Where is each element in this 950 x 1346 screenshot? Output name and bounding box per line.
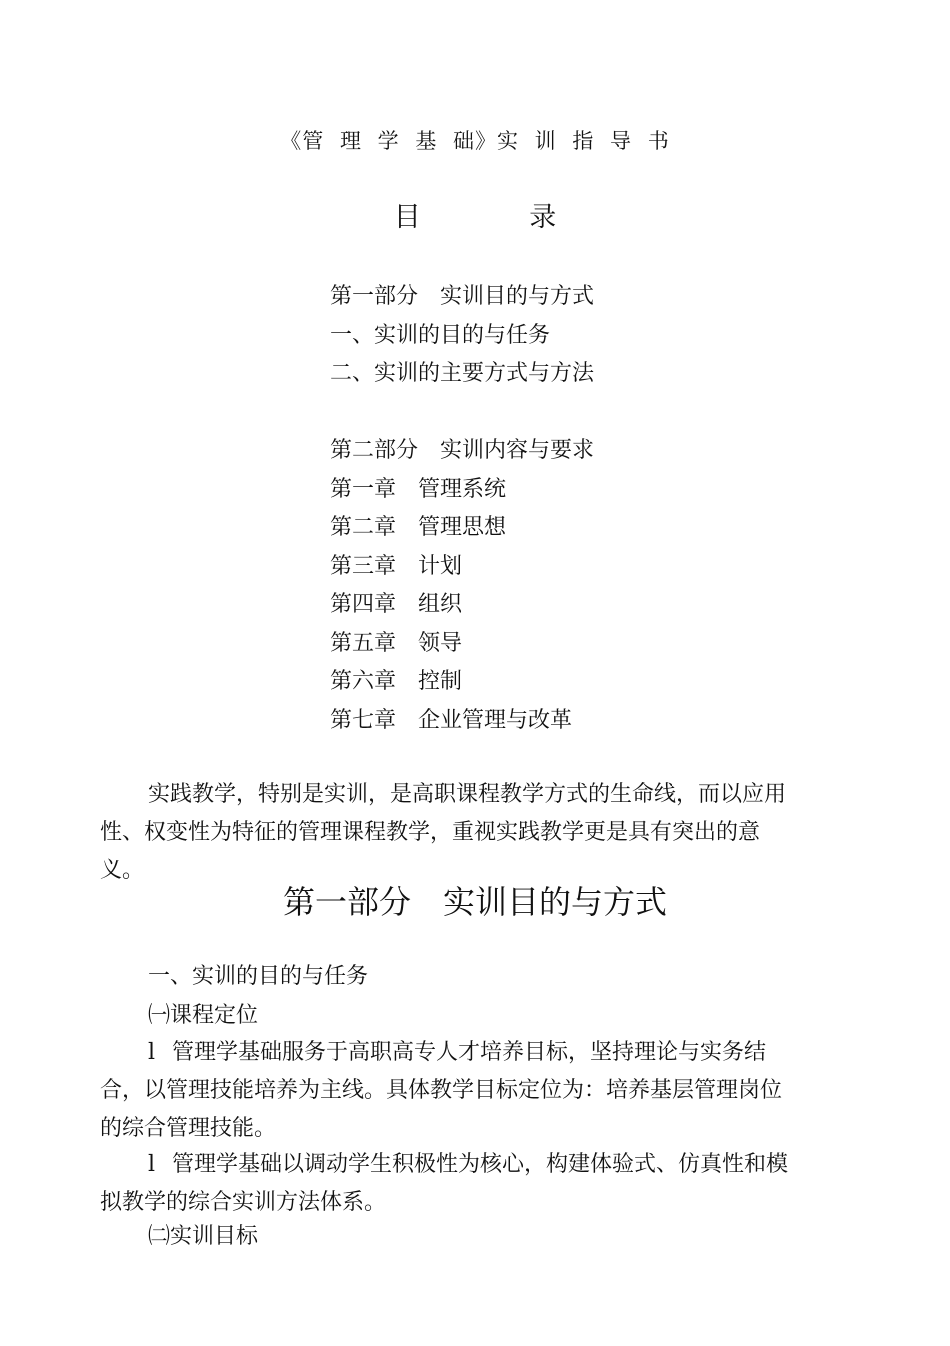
bullet-text-1: 管理学基础服务于高职高专人才培养目标，坚持理论与实务结合，以管理技能培养为主线。具体教学目标定位为：培养基层管理岗位的综合管理技能。: [100, 1040, 783, 1141]
subsection-2-heading: ㈡实训目标: [148, 1224, 259, 1249]
toc-entry-chapter-5: 第五章 领导: [330, 630, 463, 656]
bullet-marker: l: [148, 1152, 156, 1177]
table-of-contents: [330, 278, 830, 740]
bullet-paragraph-1: [100, 1034, 800, 1148]
bullet-text-2: 管理学基础以调动学生积极性为核心，构建体验式、仿真性和模拟教学的综合实训方法体系。: [100, 1152, 789, 1215]
toc-entry-chapter-7: 第七章 企业管理与改革: [330, 707, 573, 733]
toc-entry-chapter-1: 第一章 管理系统: [330, 476, 507, 502]
toc-entry-section-1: 一、实训的目的与任务: [330, 322, 551, 348]
bullet-paragraph-2: [100, 1146, 800, 1222]
section-1-heading: 一、实训的目的与任务: [148, 964, 369, 989]
toc-entry-part-1: 第一部分 实训目的与方式: [330, 284, 595, 309]
intro-paragraph: 实践教学，特别是实训，是高职课程教学方式的生命线，而以应用性、权变性为特征的管理课程教学，重视实践教学更是具有突出的意义。: [100, 782, 787, 883]
toc-entry-chapter-2: 第二章 管理思想: [330, 515, 507, 540]
bullet-marker: l: [148, 1040, 156, 1065]
toc-entry-chapter-4: 第四章 组织: [330, 592, 463, 617]
toc-entry-chapter-3: 第三章 计划: [330, 553, 463, 579]
part-1-heading: 第一部分 实训目的与方式: [282, 883, 667, 921]
toc-entry-section-2: 二、实训的主要方式与方法: [330, 361, 595, 386]
document-title: 《管 理 学 基 础》实 训 指 导 书: [280, 129, 670, 153]
toc-entry-part-2: 第二部分 实训内容与要求: [330, 438, 595, 463]
toc-heading: 目 录: [393, 202, 557, 233]
toc-entry-chapter-6: 第六章 控制: [330, 669, 463, 694]
toc-spacer: [330, 394, 830, 433]
subsection-1-heading: ㈠课程定位: [148, 1003, 259, 1028]
